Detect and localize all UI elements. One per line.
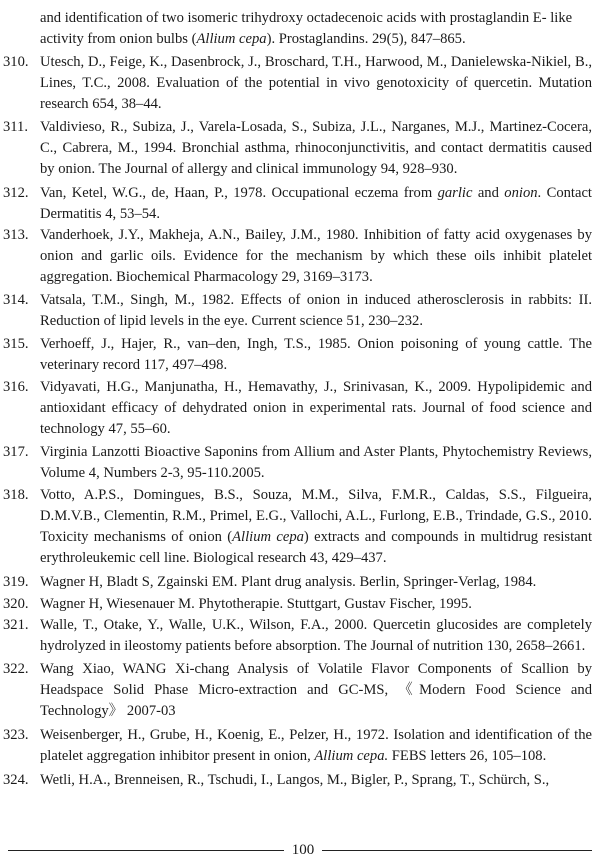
reference-text: Vidyavati, H.G., Manjunatha, H., Hemavathy, J., Srinivasan, K., 2009. Hypolipidemic and antioxidant efficacy of dehydrated onion in experimental rats. Journal of food science and technology 47, 55–60. [40, 379, 592, 437]
reference-text-part: FEBS letters 26, 105–108. [388, 748, 547, 764]
page-number: 100 [291, 842, 315, 858]
reference-text-part: Votto, A.P.S., Domingues, B.S., Souza, M.M., Silva, F.M.R., Caldas, S.S., Filgueira, D.M.V.B., Clementin, R.M., Primel, E.G., Vallochi, A.L., Furlong, E.B., Trindade, G.S., 2010. Toxicity mechanisms of onion ( [40, 487, 592, 545]
reference-number: 324. [3, 772, 29, 788]
reference-text: Valdivieso, R., Subiza, J., Varela-Losada, S., Subiza, J.L., Narganes, M.J., Martinez-Cocera, C., Cabrera, M., 1994. Bronchial asthma, rhinoconjunctivitis, and contact dermatitis caused by onion. The Journal of allergy and clinical immunology 94, 928–930. [40, 119, 592, 177]
reference-number: 315. [3, 336, 29, 352]
footer-rule-right [322, 850, 592, 851]
species-name-italic: Allium cepa [196, 31, 267, 47]
continuation-line-1: and identification of two isomeric trihydroxy octadecenoic acids with prostaglandin E- like [40, 10, 573, 26]
reference-number: 322. [3, 661, 29, 677]
reference-text-part: Van, Ketel, W.G., de, Haan, P., 1978. Occupational eczema from [40, 185, 438, 201]
reference-309-continuation [40, 8, 592, 50]
reference-text: Virginia Lanzotti Bioactive Saponins from Allium and Aster Plants, Phytochemistry Reviews, Volume 4, Numbers 2-3, 95-110.2005. [40, 444, 592, 481]
italic-term: onion [504, 185, 538, 201]
reference-number: 316. [3, 379, 29, 395]
reference-text: Utesch, D., Feige, K., Dasenbrock, J., Broschard, T.H., Harwood, M., Danielewska-Nikiel, B., Lines, T.C., 2008. Evaluation of the potential in vivo genotoxicity of quercetin. Mutation research 654, 38–44. [40, 54, 592, 112]
reference-text: Walle, T., Otake, Y., Walle, U.K., Wilson, F.A., 2000. Quercetin glucosides are completely hydrolyzed in ileostomy patients before absorption. The Journal of nutrition 130, 2658–2661. [40, 617, 592, 654]
reference-text: Wetli, H.A., Brenneisen, R., Tschudi, I., Langos, M., Bigler, P., Sprang, T., Schürch, S., [40, 772, 550, 788]
continuation-text: ). Prostaglandins. 29(5), 847–865. [266, 31, 466, 47]
reference-text: Wagner H, Bladt S, Zgainski EM. Plant drug analysis. Berlin, Springer-Verlag, 1984. [40, 574, 537, 590]
species-name-italic: Allium cepa. [314, 748, 389, 764]
italic-term: garlic [437, 185, 473, 201]
reference-number: 311. [3, 119, 28, 135]
reference-number: 320. [3, 596, 29, 612]
reference-number: 318. [3, 487, 29, 503]
reference-number: 313. [3, 227, 29, 243]
reference-text-part: . Contact Dermatitis 4, 53–54. [40, 185, 592, 222]
reference-text-part: Weisenberger, H., Grube, H., Koenig, E., Pelzer, H., 1972. Isolation and identification of the platelet aggregation inhibitor present in onion, [40, 727, 592, 764]
reference-number: 314. [3, 292, 29, 308]
continuation-text: activity from onion bulbs ( [40, 31, 197, 47]
reference-text-part: and [472, 185, 505, 201]
reference-number: 321. [3, 617, 29, 633]
reference-text [40, 183, 592, 225]
reference-text: Wang Xiao, WANG Xi-chang Analysis of Volatile Flavor Components of Scallion by Headspace Solid Phase Micro-extraction and GC-MS, 《Modern Food Science and Technology》 2007-03 [40, 661, 592, 719]
reference-text [40, 485, 592, 569]
species-name-italic: Allium cepa [232, 529, 304, 545]
reference-text: Wagner H, Wiesenauer M. Phytotherapie. Stuttgart, Gustav Fischer, 1995. [40, 596, 472, 612]
reference-text: Verhoeff, J., Hajer, R., van–den, Ingh, T.S., 1985. Onion poisoning of young cattle. The veterinary record 117, 497–498. [40, 336, 592, 373]
reference-text [40, 725, 592, 767]
reference-text: Vatsala, T.M., Singh, M., 1982. Effects of onion in induced atherosclerosis in rabbits: II. Reduction of lipid levels in the eye. Current science 51, 230–232. [40, 292, 592, 329]
reference-number: 310. [3, 54, 29, 70]
continuation-line-2 [40, 29, 592, 50]
reference-text-part: ) extracts and compounds in multidrug resistant erythroleukemic cell line. Biological research 43, 429–437. [40, 529, 592, 566]
reference-number: 319. [3, 574, 29, 590]
reference-number: 317. [3, 444, 29, 460]
reference-text: Vanderhoek, J.Y., Makheja, A.N., Bailey, J.M., 1980. Inhibition of fatty acid oxygenases by onion and garlic oils. Evidence for the mechanism by which these oils inhibit platelet aggregation. Biochemical Pharmacology 29, 3169–3173. [40, 227, 592, 285]
reference-number: 312. [3, 185, 29, 201]
footer-rule-left [8, 850, 284, 851]
reference-number: 323. [3, 727, 29, 743]
